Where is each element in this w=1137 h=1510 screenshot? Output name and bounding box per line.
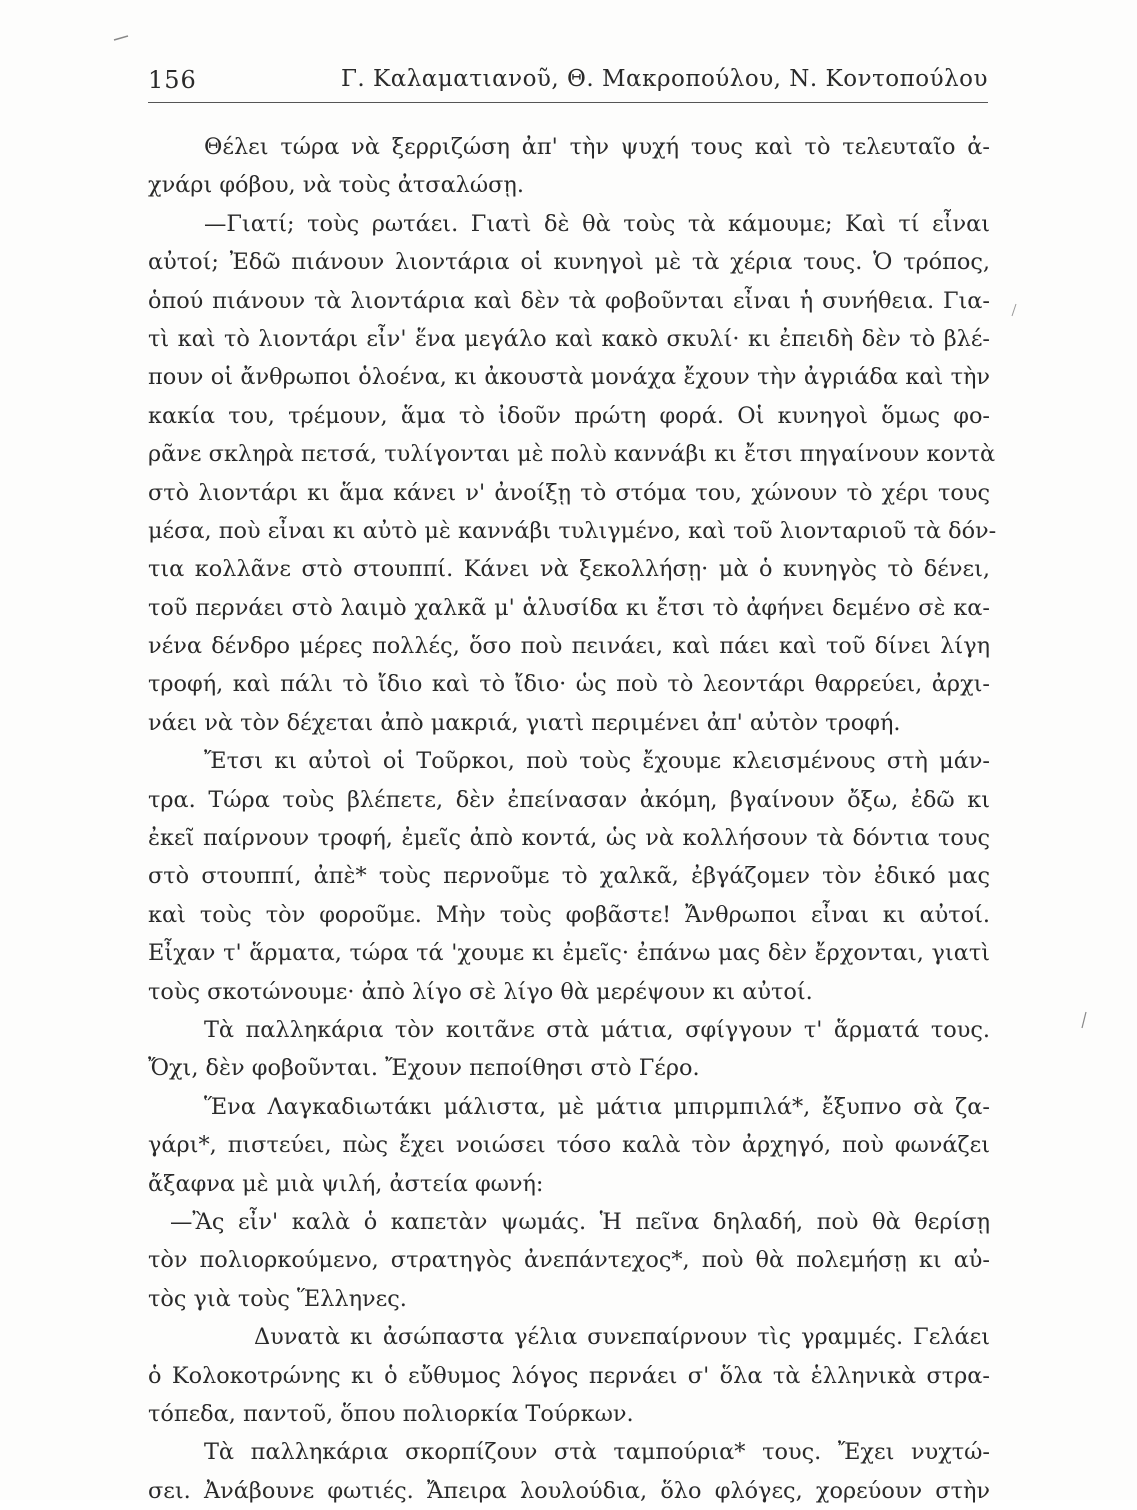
text-line: Ἔτσι κι αὐτοὶ οἱ Τοῦρκοι, ποὺ τοὺς ἔχουμε κλεισμένους στὴ μάν- xyxy=(204,748,990,775)
text-line: τὸς γιὰ τοὺς Ἕλληνες. xyxy=(148,1285,407,1312)
text-line: —Ἂς εἶν' καλὰ ὁ καπετὰν ψωμάς. Ἡ πεῖνα δηλαδή, ποὺ θὰ θερίσῃ xyxy=(170,1208,990,1235)
text-line: μέσα, ποὺ εἶναι κι αὐτὸ μὲ καννάβι τυλιγμένο, καὶ τοῦ λιονταριοῦ τὰ δόν- xyxy=(148,517,997,544)
text-line: τόπεδα, παντοῦ, ὅπου πολιορκία Τούρκων. xyxy=(148,1400,634,1427)
text-line: χνάρι φόβου, νὰ τοὺς ἀτσαλώσῃ. xyxy=(148,172,524,199)
body-text xyxy=(148,128,997,1510)
text-line: σει. Ἀνάβουνε φωτιές. Ἄπειρα λουλούδια, ὅλο φλόγες, χορεύουν στὴν xyxy=(148,1477,990,1504)
page-number: 156 xyxy=(148,66,197,94)
text-line: νένα δένδρο μέρες πολλές, ὅσο ποὺ πεινάει, καὶ πάει καὶ τοῦ δίνει λίγη xyxy=(148,633,990,660)
text-line: αὐτοί; Ἐδῶ πιάνουν λιοντάρια οἱ κυνηγοὶ μὲ τὰ χέρια τους. Ὁ τρόπος, xyxy=(148,249,990,276)
text-line: τὸν πολιορκούμενο, στρατηγὸς ἀνεπάντεχος*, ποὺ θὰ πολεμήσῃ κι αὐ- xyxy=(148,1247,990,1274)
text-line: τροφή, καὶ πάλι τὸ ἴδιο καὶ τὸ ἴδιο· ὡς ποὺ τὸ λεοντάρι θαρρεύει, ἀρχι- xyxy=(148,671,990,698)
text-line: καὶ τοὺς τὸν φοροῦμε. Μὴν τοὺς φοβᾶστε! Ἄνθρωποι εἶναι κι αὐτοί. xyxy=(148,901,990,928)
text-line: ὁπού πιάνουν τὰ λιοντάρια καὶ δὲν τὰ φοβοῦνται εἶναι ἡ συνήθεια. Για- xyxy=(148,287,990,314)
text-line: Ὄχι, δὲν φοβοῦνται. Ἔχουν πεποίθησι στὸ Γέρο. xyxy=(148,1055,700,1082)
text-line: Δυνατὰ κι ἀσώπαστα γέλια συνεπαίρνουν τὶς γραμμές. Γελάει xyxy=(254,1324,990,1351)
text-line: Τὰ παλληκάρια τὸν κοιτᾶνε στὰ μάτια, σφίγγουν τ' ἅρματά τους. xyxy=(204,1016,990,1043)
page-header xyxy=(148,66,988,103)
text-line: ἐκεῖ παίρνουν τροφή, ἐμεῖς ἀπὸ κοντά, ὡς νὰ κολλήσουν τὰ δόντια τους xyxy=(148,825,990,852)
text-line: Θέλει τώρα νὰ ξερριζώση ἀπ' τὴν ψυχή τους καὶ τὸ τελευταῖο ἀ- xyxy=(204,134,990,160)
text-line: τοὺς σκοτώνουμε· ἀπὸ λίγο σὲ λίγο θὰ μερέψουν κι αὐτοί. xyxy=(148,978,813,1005)
text-line: τρα. Τώρα τοὺς βλέπετε, δὲν ἐπείνασαν ἀκόμη, βγαίνουν ὄξω, ἐδῶ κι xyxy=(148,786,990,813)
text-line: τὶ καὶ τὸ λιοντάρι εἶν' ἕνα μεγάλο καὶ κακὸ σκυλί· κι ἐπειδὴ δὲν τὸ βλέ- xyxy=(148,325,990,352)
text-line: γάρι*, πιστεύει, πὼς ἔχει νοιώσει τόσο καλὰ τὸν ἀρχηγό, ποὺ φωνάζει xyxy=(148,1132,990,1159)
text-line: Εἶχαν τ' ἅρματα, τώρα τά 'χουμε κι ἐμεῖς· ἐπάνω μας δὲν ἔρχονται, γιατὶ xyxy=(148,940,990,967)
text-line: τοῦ περνάει στὸ λαιμὸ χαλκᾶ μ' ἁλυσίδα κι ἔτσι τὸ ἀφήνει δεμένο σὲ κα- xyxy=(148,594,990,621)
text-line: στὸ στουππί, ἀπὲ* τοὺς περνοῦμε τὸ χαλκᾶ, ἐβγάζομεν τὸν ἐδικό μας xyxy=(148,863,990,890)
text-line: Τὰ παλληκάρια σκορπίζουν στὰ ταμπούρια* τους. Ἔχει νυχτώ- xyxy=(204,1439,990,1466)
text-line: ἄξαφνα μὲ μιὰ ψιλή, ἀστεία φωνή: xyxy=(148,1170,544,1197)
text-line: νάει νὰ τὸν δέχεται ἀπὸ μακριά, γιατὶ περιμένει ἀπ' αὐτὸν τροφή. xyxy=(148,709,901,736)
text-line: τια κολλᾶνε στὸ στουππί. Κάνει νὰ ξεκολλήσῃ· μὰ ὁ κυνηγὸς τὸ δένει, xyxy=(148,556,990,583)
margin-mark xyxy=(1078,1008,1090,1032)
text-line: στὸ λιοντάρι κι ἅμα κάνει ν' ἀνοίξῃ τὸ στόμα του, χώνουν τὸ χέρι τους xyxy=(148,479,990,506)
text-line: κακία του, τρέμουν, ἅμα τὸ ἰδοῦν πρώτη φορά. Οἱ κυνηγοὶ ὅμως φο- xyxy=(148,402,990,429)
margin-mark xyxy=(1008,300,1020,320)
margin-mark xyxy=(112,32,132,44)
running-head: Γ. Καλαματιανοῦ, Θ. Μακροπούλου, Ν. Κοντοπούλου xyxy=(340,66,988,92)
text-line: —Γιατί; τοὺς ρωτάει. Γιατὶ δὲ θὰ τοὺς τὰ κάμουμε; Καὶ τί εἶναι xyxy=(204,210,990,237)
text-line: Ἕνα Λαγκαδιωτάκι μάλιστα, μὲ μάτια μπιρμπιλά*, ἔξυπνο σὰ ζα- xyxy=(204,1093,990,1120)
text-line: πουν οἱ ἄνθρωποι ὁλοένα, κι ἀκουστὰ μονάχα ἔχουν τὴν ἀγριάδα καὶ τὴν xyxy=(148,364,990,391)
text-line: ρᾶνε σκληρὰ πετσά, τυλίγονται μὲ πολὺ καννάβι κι ἔτσι πηγαίνουν κοντὰ xyxy=(148,441,996,468)
text-line: ὁ Κολοκοτρώνης κι ὁ εὔθυμος λόγος περνάει σ' ὅλα τὰ ἑλληνικὰ στρα- xyxy=(148,1362,990,1389)
